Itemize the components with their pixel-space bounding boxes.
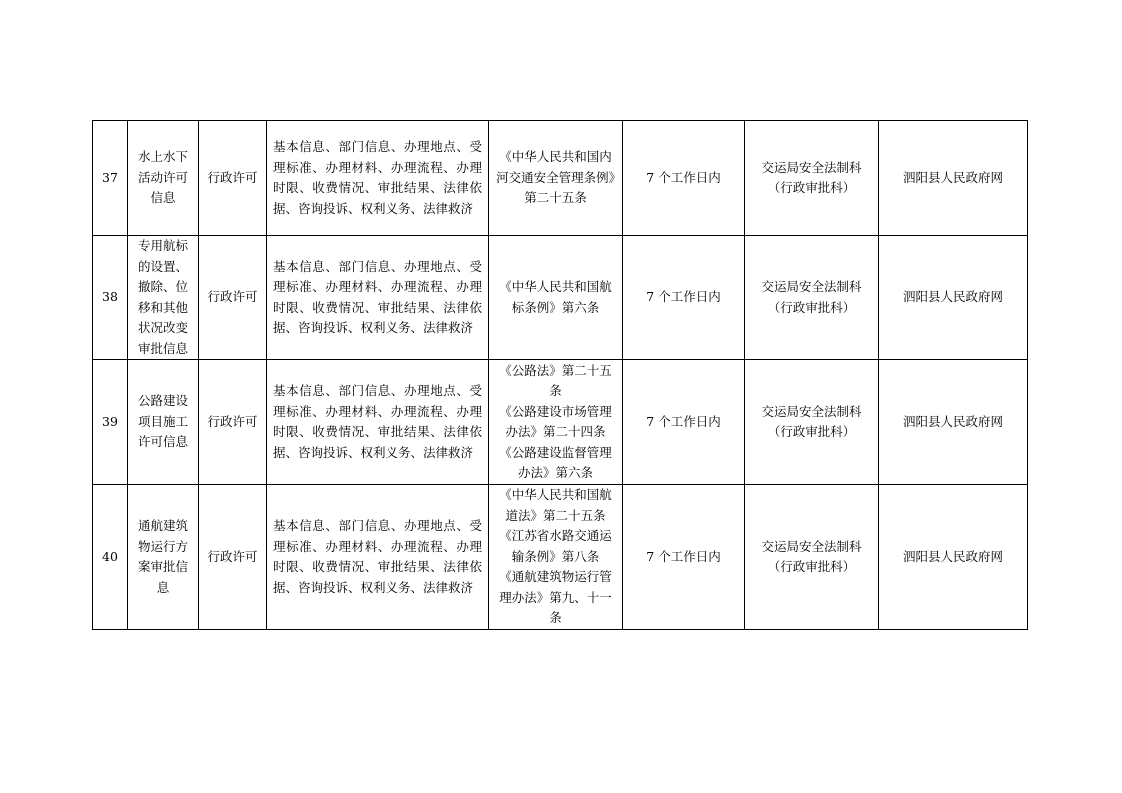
table-row [93,121,1028,236]
time-limit: 7 个工作日内 [623,485,745,630]
legal-basis-line: 《江苏省水路交通运输条例》第八条 [499,528,612,564]
legal-basis-line: 《公路建设监督管理办法》第六条 [499,444,612,480]
dept-subname: （行政审批科） [767,559,856,574]
legal-basis-line: 《公路法》第二十五条 [499,362,612,398]
legal-basis-line: 《公路建设市场管理办法》第二十四条 [499,403,612,439]
responsible-dept [745,360,879,485]
table-row [93,236,1028,360]
row-number: 39 [93,360,128,485]
responsible-dept [745,485,879,630]
legal-basis [489,360,623,485]
item-name: 公路建设项目施工许可信息 [128,360,199,485]
table-row [93,360,1028,485]
item-category: 行政许可 [199,360,267,485]
item-category: 行政许可 [199,485,267,630]
responsible-dept [745,236,879,360]
disclosure-channel: 泗阳县人民政府网 [879,360,1028,485]
dept-subname: （行政审批科） [767,180,856,195]
dept-name: 交运局安全法制科 [761,279,862,294]
disclosure-channel: 泗阳县人民政府网 [879,121,1028,236]
legal-basis [489,121,623,236]
time-limit: 7 个工作日内 [623,236,745,360]
item-category: 行政许可 [199,121,267,236]
legal-basis-line: 《中华人民共和国航标条例》第六条 [499,279,612,315]
item-name: 水上水下活动许可信息 [128,121,199,236]
dept-name: 交运局安全法制科 [761,403,862,419]
item-name: 专用航标的设置、撤除、位移和其他状况改变审批信息 [128,236,199,360]
disclosure-scope: 基本信息、部门信息、办理地点、受理标准、办理材料、办理流程、办理时限、收费情况、审批结果、法律依据、咨询投诉、权利义务、法律救济 [267,485,489,630]
dept-subname: （行政审批科） [767,299,856,315]
row-number: 38 [93,236,128,360]
disclosure-scope: 基本信息、部门信息、办理地点、受理标准、办理材料、办理流程、办理时限、收费情况、审批结果、法律依据、咨询投诉、权利义务、法律救济 [267,360,489,485]
row-number: 40 [93,485,128,630]
disclosure-channel: 泗阳县人民政府网 [879,485,1028,630]
time-limit: 7 个工作日内 [623,360,745,485]
responsible-dept [745,121,879,236]
legal-basis-line: 《中华人民共和国内河交通安全管理条例》第二十五条 [496,149,615,206]
disclosure-scope: 基本信息、部门信息、办理地点、受理标准、办理材料、办理流程、办理时限、收费情况、审批结果、法律依据、咨询投诉、权利义务、法律救济 [267,236,489,360]
disclosure-table [92,120,1028,630]
disclosure-channel: 泗阳县人民政府网 [879,236,1028,360]
row-number: 37 [93,121,128,236]
table-row [93,485,1028,630]
legal-basis-line: 《通航建筑物运行管理办法》第九、十一条 [499,569,612,626]
disclosure-scope: 基本信息、部门信息、办理地点、受理标准、办理材料、办理流程、办理时限、收费情况、审批结果、法律依据、咨询投诉、权利义务、法律救济 [267,121,489,236]
dept-name: 交运局安全法制科 [761,159,862,175]
legal-basis [489,236,623,360]
item-name: 通航建筑物运行方案审批信息 [128,485,199,630]
legal-basis [489,485,623,630]
time-limit: 7 个工作日内 [623,121,745,236]
legal-basis-line: 《中华人民共和国航道法》第二十五条 [499,487,612,523]
dept-subname: （行政审批科） [767,424,856,439]
item-category: 行政许可 [199,236,267,360]
dept-name: 交运局安全法制科 [761,538,862,554]
